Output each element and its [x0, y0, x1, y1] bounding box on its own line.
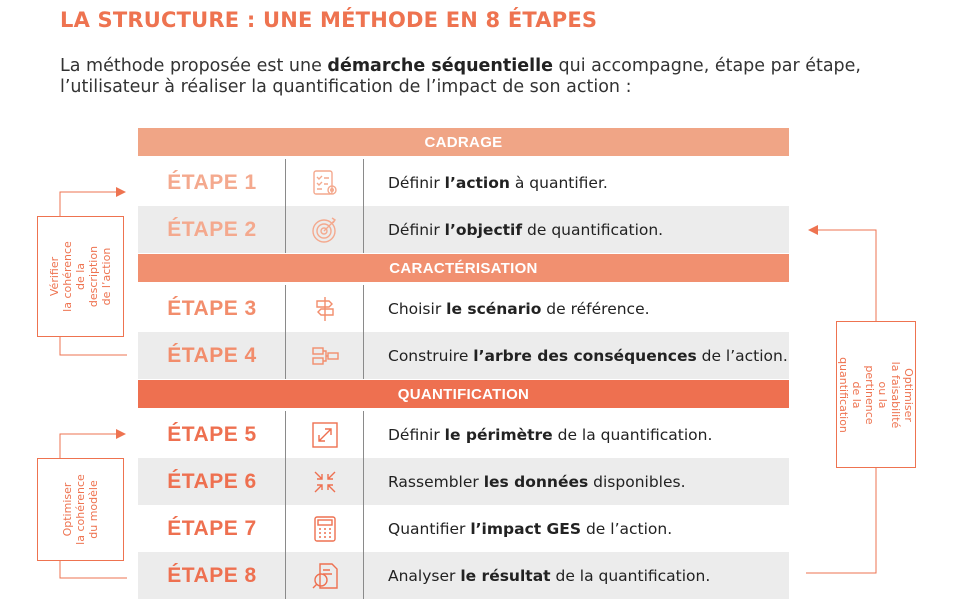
step-desc-pre: Définir [388, 220, 445, 239]
phase-quantification: QUANTIFICATION [138, 380, 789, 408]
phase-cadrage: CADRAGE [138, 128, 789, 156]
arrowhead-left-bottom [116, 429, 126, 439]
side-note-left-bottom [37, 458, 124, 561]
step-label: ÉTAPE 8 [167, 563, 257, 587]
step-desc-bold: l’action [444, 173, 510, 192]
intro-bold: démarche séquentielle [327, 56, 553, 76]
arrowhead-left-top [116, 187, 126, 197]
step-desc-bold: le scénario [446, 299, 542, 318]
step-desc-bold: les données [483, 472, 589, 491]
step-desc-pre: Définir [388, 425, 445, 444]
step-desc-bold: le périmètre [444, 425, 553, 444]
side-note-left-top [37, 216, 124, 337]
step-desc-post: de l’action. [696, 346, 788, 365]
step-desc-post: de la quantification. [550, 566, 711, 585]
step-label: ÉTAPE 2 [167, 217, 257, 241]
step-desc-bold: l’arbre des conséquences [473, 346, 697, 365]
step-desc-pre: Définir [388, 173, 445, 192]
side-note-text: Vérifier la cohérence de la description de l’action [48, 241, 113, 312]
step-desc-post: de l’action. [581, 519, 673, 538]
step-desc-pre: Quantifier [388, 519, 471, 538]
step-label: ÉTAPE 5 [167, 422, 257, 446]
intro-text-2: qui accompagne, étape par étape, l’utilisateur à réaliser la quantification de l’impact de son action : [60, 56, 861, 97]
side-note-right [836, 321, 916, 468]
arrowhead-right [808, 225, 818, 235]
side-note-text: Optimiser la faisabilité ou la pertinence de la quantification [837, 356, 915, 433]
step-desc-post: de référence. [541, 299, 650, 318]
intro-text-1: La méthode proposée est une [60, 56, 328, 76]
step-desc-pre: Choisir [388, 299, 447, 318]
step-desc-bold: l’objectif [444, 220, 523, 239]
phase-caracterisation: CARACTÉRISATION [138, 254, 789, 282]
step-desc-pre: Rassembler [388, 472, 484, 491]
step-desc-post: de quantification. [522, 220, 664, 239]
page-title: LA STRUCTURE : UNE MÉTHODE EN 8 ÉTAPES [60, 8, 598, 32]
step-desc-bold: le résultat [460, 566, 551, 585]
step-desc-post: de la quantification. [552, 425, 713, 444]
step-desc-post: à quantifier. [509, 173, 608, 192]
step-label: ÉTAPE 1 [167, 170, 257, 194]
step-desc-post: disponibles. [588, 472, 686, 491]
step-desc-pre: Construire [388, 346, 474, 365]
step-label: ÉTAPE 3 [167, 296, 257, 320]
step-desc-pre: Analyser [388, 566, 461, 585]
side-note-text: Optimiser la cohérence du modèle [61, 474, 100, 545]
step-label: ÉTAPE 7 [167, 516, 257, 540]
step-label: ÉTAPE 6 [167, 469, 257, 493]
step-desc-bold: l’impact GES [470, 519, 582, 538]
step-label: ÉTAPE 4 [167, 343, 257, 367]
